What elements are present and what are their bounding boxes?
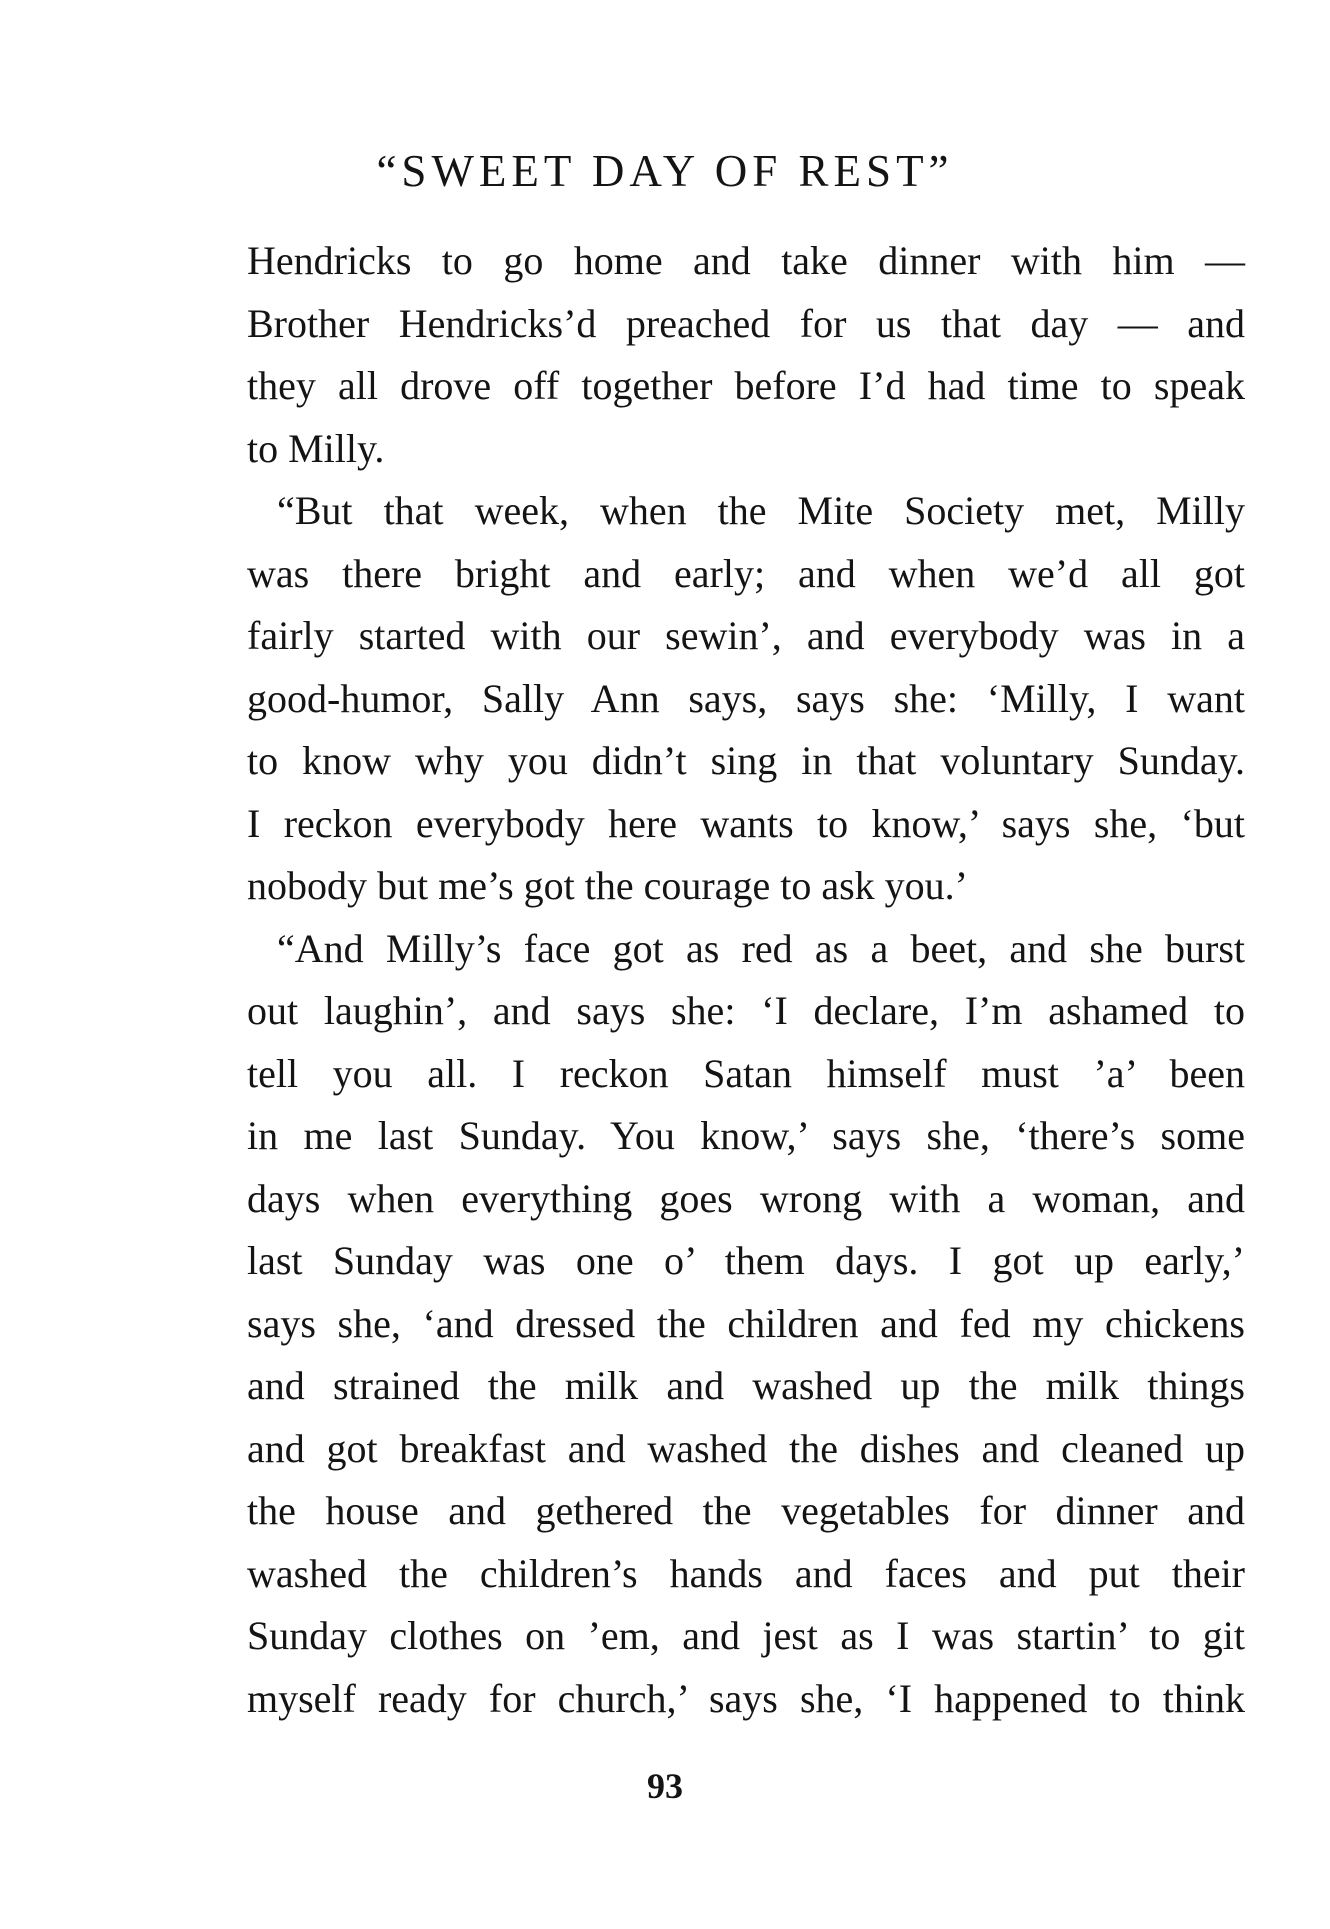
text-line: out laughin’, and says she: ‘I declare, I’m ashamed to xyxy=(247,988,1245,1033)
page-number: 93 xyxy=(647,1766,683,1806)
text-line: in me last Sunday. You know,’ says she, ‘there’s some xyxy=(247,1113,1245,1158)
text-line: days when everything goes wrong with a woman, and xyxy=(247,1175,1245,1221)
text-line: the house and gethered the vegetables for dinner and xyxy=(247,1488,1245,1533)
text-line: they all drove off together before I’d had time to speak xyxy=(247,363,1245,408)
text-line: I reckon everybody here wants to know,’ says she, ‘but xyxy=(247,800,1245,846)
text-line: tell you all. I reckon Satan himself must ’a’ been xyxy=(247,1050,1245,1096)
text-line: was there bright and early; and when we’d all got xyxy=(247,550,1245,596)
text-line: nobody but me’s got the courage to ask you.’ xyxy=(247,863,968,908)
body-text xyxy=(247,230,1245,1730)
text-line: and got breakfast and washed the dishes and cleaned up xyxy=(247,1425,1245,1471)
text-line: myself ready for church,’ says she, ‘I happened to think xyxy=(247,1675,1245,1721)
running-head: “SWEET DAY OF REST” xyxy=(376,146,954,196)
text-line: to Milly. xyxy=(247,425,385,471)
text-line: “But that week, when the Mite Society met, Milly xyxy=(277,488,1245,533)
text-line: Hendricks to go home and take dinner with him — xyxy=(247,238,1245,283)
text-line: fairly started with our sewin’, and everybody was in a xyxy=(247,613,1245,658)
text-line: to know why you didn’t sing in that voluntary Sunday. xyxy=(247,738,1245,783)
text-line: washed the children’s hands and faces and put their xyxy=(247,1550,1245,1596)
text-line: good-humor, Sally Ann says, says she: ‘Milly, I want xyxy=(247,675,1245,721)
text-line: “And Milly’s face got as red as a beet, and she burst xyxy=(277,925,1245,971)
text-line: Sunday clothes on ’em, and jest as I was startin’ to git xyxy=(247,1613,1245,1658)
text-line: Brother Hendricks’d preached for us that day — and xyxy=(247,300,1245,346)
text-line: says she, ‘and dressed the children and fed my chickens xyxy=(247,1300,1245,1346)
text-line: and strained the milk and washed up the milk things xyxy=(247,1363,1245,1408)
text-line: last Sunday was one o’ them days. I got up early,’ xyxy=(247,1238,1245,1283)
